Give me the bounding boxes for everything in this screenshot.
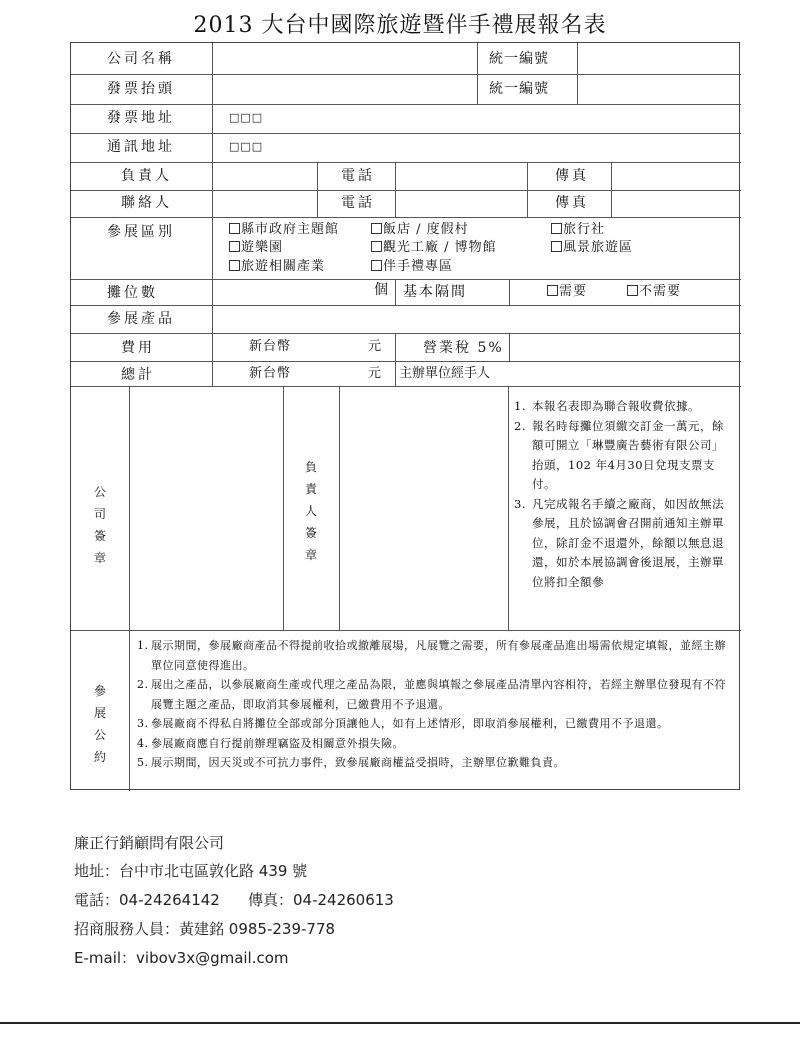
contact-label: 聯絡人	[121, 195, 172, 211]
checkbox-icon[interactable]	[547, 285, 558, 296]
checkbox-icon[interactable]	[627, 285, 638, 296]
booth-count-label: 攤位數	[107, 285, 158, 301]
owner-label: 負責人	[121, 168, 172, 184]
fee-label: 費用	[121, 340, 155, 356]
list-item: 2. 展出之產品，以參展廠商生產或代理之產品為限，並應與填報之參展產品清單內容相符，若經主辦單位發現有不符展覽主題之產品，即取消其參展權利，已繳費用不予退還。	[137, 678, 726, 711]
invoice-address-label: 發票地址	[107, 110, 175, 126]
phone-label: 電話	[341, 195, 375, 211]
zone-option[interactable]: 觀光工廠 / 博物館	[371, 239, 497, 256]
zone-label: 參展區別	[107, 224, 175, 240]
checkbox-icon[interactable]	[371, 241, 382, 252]
checkbox-icon[interactable]	[229, 223, 240, 234]
tax-id-label: 統一編號	[489, 51, 549, 67]
checkbox-icon[interactable]	[551, 223, 562, 234]
zone-option[interactable]: 風景旅遊區	[551, 239, 633, 256]
footer-address: 地址：台中市北屯區敦化路 439 號	[74, 862, 308, 880]
list-item: 4. 參展廠商應自行提前辦理竊盜及相關意外損失險。	[137, 736, 404, 750]
owner-seal-label: 負責人簽章	[304, 460, 317, 562]
rules-list	[137, 636, 735, 773]
rules-label: 參展公約	[93, 684, 106, 764]
currency-label: 新台幣	[249, 339, 292, 354]
checkbox-icon[interactable]	[551, 241, 562, 252]
mailing-address-label: 通訊地址	[107, 139, 175, 155]
tax-label: 營業稅 5%	[423, 340, 504, 356]
page-title: 2013 大台中國際旅遊暨伴手禮展報名表	[193, 13, 607, 38]
zone-option[interactable]: 伴手禮專區	[371, 258, 453, 275]
phone-label: 電話	[341, 168, 375, 184]
list-item: 5. 展示期間，因天災或不可抗力事件，致參展廠商權益受損時，主辦單位歉難負責。	[137, 756, 565, 769]
products-label: 參展產品	[107, 311, 175, 327]
list-item: 3. 參展廠商不得私自將攤位全部或部分頂讓他人，如有上述情形，即取消參展權利，已繳費用不予退還。	[137, 717, 669, 730]
list-item: 1. 本報名表即為聯合報收費依據。	[514, 399, 700, 413]
list-item: 2. 報名時每攤位須繳交訂金一萬元，餘額可開立「琳豐廣告藝術有限公司」抬頭，102 年4月30日兌現支票支付。	[514, 418, 724, 491]
invoice-address-zip[interactable]: □□□	[229, 111, 264, 124]
notes-list	[514, 397, 734, 592]
partition-label: 基本隔間	[403, 284, 467, 300]
footer-company: 廉正行銷顧問有限公司	[74, 834, 225, 852]
zone-option[interactable]: 飯店 / 度假村	[371, 221, 469, 238]
invoice-title-label: 發票抬頭	[107, 81, 175, 97]
zone-option[interactable]: 旅遊相關產業	[229, 258, 325, 275]
partition-option-no[interactable]: 不需要	[627, 283, 681, 300]
page-divider	[0, 1022, 800, 1024]
fax-label: 傳真	[555, 195, 589, 211]
footer-agent: 招商服務人員：黃建銘 0985-239-778	[74, 920, 336, 938]
fax-label: 傳真	[555, 168, 589, 184]
organizer-label: 主辦單位經手人	[399, 366, 491, 381]
registration-form	[70, 42, 740, 790]
total-label: 總計	[121, 367, 155, 383]
currency-label: 新台幣	[249, 366, 292, 381]
partition-option-yes[interactable]: 需要	[547, 283, 587, 300]
footer-phone: 電話：04-24264142	[74, 891, 220, 909]
zone-option[interactable]: 遊樂園	[229, 239, 283, 256]
zone-option[interactable]: 旅行社	[551, 221, 605, 238]
list-item: 1. 展示期間，參展廠商產品不得提前收拾或撤離展場，凡展覽之需要，所有參展產品進出場需依規定填報，並經主辦單位同意使得進出。	[137, 639, 726, 672]
yuan-label: 元	[368, 339, 383, 354]
checkbox-icon[interactable]	[371, 223, 382, 234]
booth-unit: 個	[374, 282, 391, 298]
checkbox-icon[interactable]	[229, 260, 240, 271]
list-item: 3. 凡完成報名手續之廠商，如因故無法參展，且於協調會召開前通知主辦單位，除訂金不退還外，餘額以無息退還，如於本展協調會後退展，主辦單位將扣全額參	[514, 496, 724, 589]
company-seal-label: 公司簽章	[93, 485, 106, 565]
company-name-label: 公司名稱	[107, 51, 175, 67]
checkbox-icon[interactable]	[229, 241, 240, 252]
yuan-label: 元	[368, 366, 383, 381]
mailing-address-zip[interactable]: □□□	[229, 140, 264, 153]
checkbox-icon[interactable]	[371, 260, 382, 271]
tax-id-label: 統一編號	[489, 81, 549, 97]
footer-fax: 傳真：04-24260613	[248, 891, 394, 909]
zone-option[interactable]: 縣市政府主題館	[229, 221, 339, 238]
footer-email[interactable]: E-mail：vibov3x@gmail.com	[74, 949, 289, 967]
